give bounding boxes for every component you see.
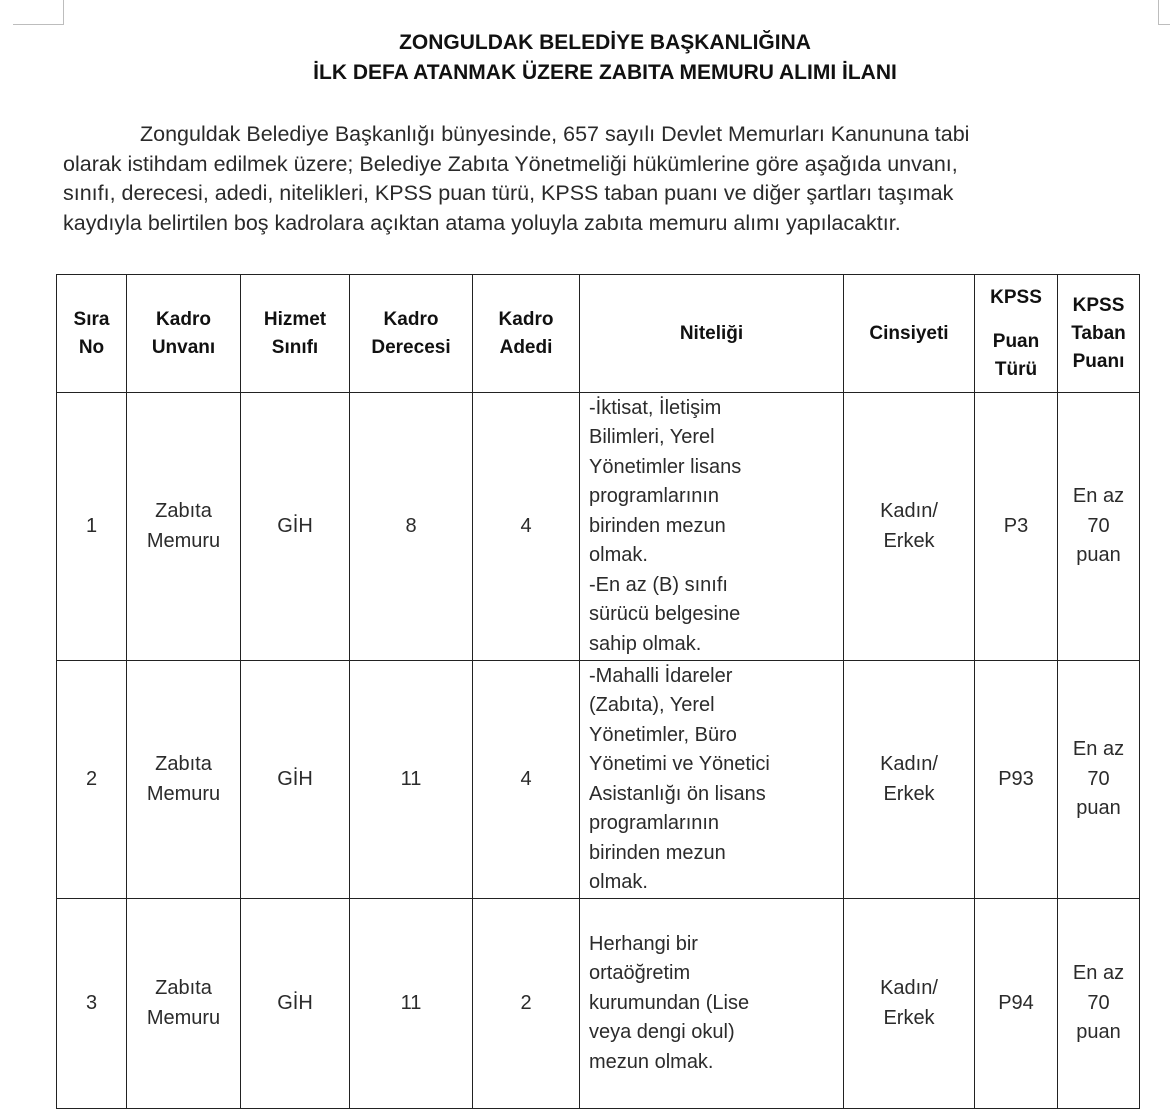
cell-adet: 2 [473, 899, 580, 1109]
cell-text: programlarının [589, 485, 720, 508]
header-text: Puanı [1072, 350, 1125, 372]
header-text: Kadro [498, 308, 554, 330]
intro-line: kaydıyla belirtilen boş kadrolara açıktan atama yoluyla zabıta memuru alımı yapılacaktır. [63, 210, 901, 235]
header-text: Adedi [499, 336, 553, 358]
cell-adet: 4 [473, 661, 580, 899]
header-text: Sınıfı [271, 336, 319, 358]
cell-unvan [127, 393, 241, 661]
cell-text: Yönetimler lisans [589, 455, 742, 478]
cell-sira: 2 [57, 661, 127, 899]
cell-text: Erkek [883, 529, 935, 552]
cell-text: -En az (B) sınıfı [589, 573, 728, 596]
cell-text: Kadın/ [880, 977, 938, 999]
cell-text: programlarının [589, 812, 720, 834]
cell-taban-puani [1058, 661, 1140, 899]
header-text: KPSS [1072, 294, 1125, 316]
cell-text: En az [1072, 738, 1125, 761]
cell-cinsiyet [844, 393, 975, 661]
cell-text: Zabıta [155, 753, 212, 775]
header-text: Kadro [383, 308, 439, 330]
cell-sinif: GİH [241, 661, 350, 899]
cell-text: En az [1072, 962, 1125, 985]
header-text: Niteliği [679, 322, 744, 344]
cell-text: sahip olmak. [589, 632, 702, 655]
table-row [57, 393, 1140, 661]
header-text: Türü [994, 358, 1038, 380]
cell-derece: 8 [350, 393, 473, 661]
cell-text: 70 [1087, 991, 1110, 1014]
cell-sira: 3 [57, 899, 127, 1109]
header-kadro-derecesi [350, 275, 473, 393]
cell-text: kurumundan (Lise [589, 991, 750, 1014]
page-corner-mark-right [1158, 0, 1170, 25]
cell-text: Zabıta [155, 977, 212, 999]
header-text: Taban [1071, 322, 1126, 344]
cell-puan-turu: P93 [975, 661, 1058, 899]
header-cinsiyeti [844, 275, 975, 393]
cell-taban-puani [1058, 899, 1140, 1109]
header-text: Puan [992, 330, 1040, 352]
header-hizmet-sinifi [241, 275, 350, 393]
page-corner-mark-left [13, 0, 64, 25]
cell-text: Herhangi bir [589, 932, 698, 955]
cell-cinsiyet [844, 661, 975, 899]
header-kadro-adedi [473, 275, 580, 393]
cell-unvan [127, 899, 241, 1109]
cell-text: ortaöğretim [589, 962, 691, 985]
cell-text: sürücü belgesine [589, 603, 741, 626]
header-text: Cinsiyeti [869, 322, 949, 344]
cell-niteligi [580, 661, 844, 899]
header-text: Sıra [73, 308, 110, 330]
document-title-line-1: ZONGULDAK BELEDİYE BAŞKANLIĞINA [399, 31, 811, 54]
cell-taban-puani [1058, 393, 1140, 661]
cell-text: 70 [1087, 514, 1110, 537]
cell-text: puan [1076, 544, 1121, 567]
cell-text: Erkek [883, 1006, 935, 1029]
cell-text: Bilimleri, Yerel [589, 426, 715, 449]
cell-derece: 11 [350, 899, 473, 1109]
cell-text: Kadın/ [880, 500, 938, 522]
header-text: Unvanı [151, 336, 216, 358]
intro-line: sınıfı, derecesi, adedi, nitelikleri, KPSS puan türü, KPSS taban puanı ve diğer şartları taşımak [63, 181, 954, 205]
cell-text: Yönetimi ve Yönetici [589, 753, 770, 775]
cell-text: Memuru [146, 1006, 221, 1029]
header-text: KPSS [990, 286, 1042, 308]
intro-line: Zonguldak Belediye Başkanlığı bünyesinde, 657 sayılı Devlet Memurları Kanununa tabi [140, 122, 970, 146]
cell-text: 70 [1087, 767, 1110, 790]
cell-sinif: GİH [241, 393, 350, 661]
intro-paragraph [63, 120, 1153, 238]
cell-text: Erkek [883, 782, 935, 805]
cell-sinif: GİH [241, 899, 350, 1109]
cell-text: Kadın/ [880, 753, 938, 775]
intro-line: olarak istihdam edilmek üzere; Belediye Zabıta Yönetmeliği hükümlerine göre aşağıda unvanı, [63, 151, 958, 176]
cell-text: olmak. [589, 871, 648, 893]
cell-cinsiyet [844, 899, 975, 1109]
document-title-line-2: İLK DEFA ATANMAK ÜZERE ZABITA MEMURU ALIMI İLANI [313, 61, 897, 84]
table-row [57, 661, 1140, 899]
header-text: Derecesi [371, 336, 451, 358]
cell-text: Memuru [146, 529, 221, 552]
cell-text: Zabıta [155, 500, 212, 522]
header-sira-no [57, 275, 127, 393]
positions-table [56, 274, 1140, 1109]
cell-text: Yönetimler, Büro [589, 723, 737, 746]
cell-text: (Zabıta), Yerel [589, 694, 715, 716]
cell-derece: 11 [350, 661, 473, 899]
header-text: Kadro [156, 308, 211, 330]
header-text: Hizmet [263, 308, 327, 330]
cell-niteligi [580, 899, 844, 1109]
table-header-row [57, 275, 1140, 393]
cell-text: veya dengi okul) [589, 1021, 735, 1044]
cell-text: puan [1076, 1021, 1121, 1044]
header-kpss-taban-puani [1058, 275, 1140, 393]
header-kpss-puan-turu [975, 275, 1058, 393]
header-text: No [78, 336, 105, 358]
cell-text: Memuru [146, 782, 221, 805]
cell-sira: 1 [57, 393, 127, 661]
cell-text: -Mahalli İdareler [589, 664, 733, 687]
cell-text: -İktisat, İletişim [589, 396, 722, 419]
header-niteligi [580, 275, 844, 393]
table-row [57, 899, 1140, 1109]
cell-text: birinden mezun [589, 514, 726, 537]
cell-text: birinden mezun [589, 841, 726, 864]
cell-text: olmak. [589, 544, 648, 567]
cell-text: puan [1076, 797, 1121, 820]
cell-puan-turu: P94 [975, 899, 1058, 1109]
cell-text: mezun olmak. [589, 1050, 714, 1073]
cell-niteligi [580, 393, 844, 661]
cell-text: Asistanlığı ön lisans [589, 782, 766, 805]
cell-unvan [127, 661, 241, 899]
cell-adet: 4 [473, 393, 580, 661]
header-kadro-unvani [127, 275, 241, 393]
cell-puan-turu: P3 [975, 393, 1058, 661]
cell-text: En az [1072, 485, 1125, 508]
